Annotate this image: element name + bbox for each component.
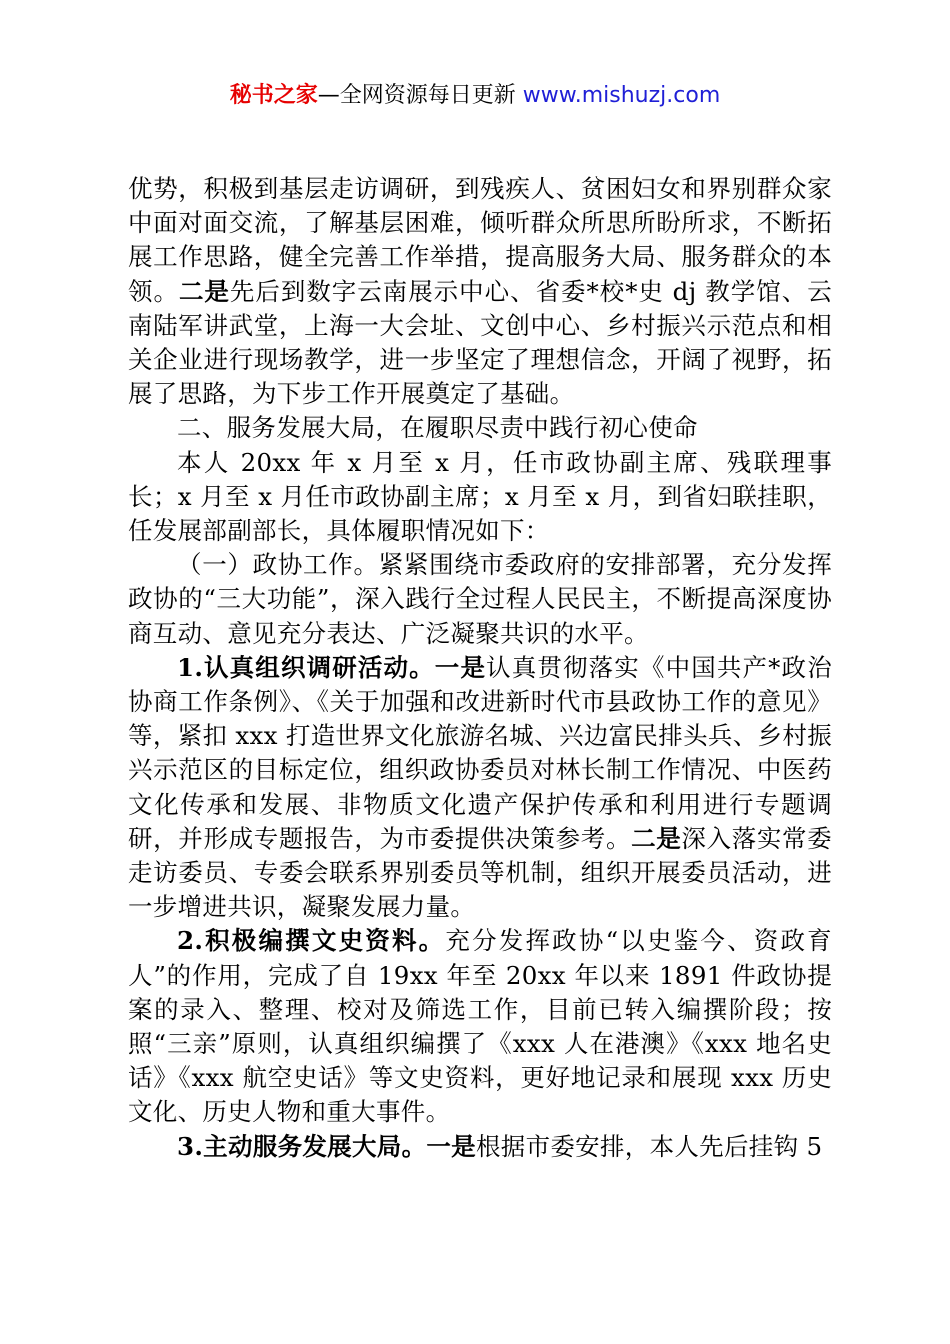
bold-text: 1.认真组织调研活动。一是 <box>177 652 487 682</box>
paragraph <box>128 446 832 549</box>
paragraph-text: 根据市委安排，本人先后挂钩 5 <box>475 1131 823 1161</box>
paragraph <box>128 651 832 925</box>
paragraph-text: （一）政协工作。紧紧围绕市委政府的安排部署，充分发挥政协的“三大功能”，深入践行全过程人民民主，不断提高深度协商互动、意见充分表达、广泛凝聚共识的水平。 <box>128 550 832 648</box>
paragraph-text: 深入落实常委走访委员、专委会联系界别委员等机制，组织开展委员活动，进一步增进共识，凝聚发展力量。 <box>128 823 832 922</box>
bold-text: 3.主动服务发展大局。一是 <box>177 1131 476 1161</box>
paragraph <box>128 1130 832 1164</box>
paragraph-text: 本人 20xx 年 x 月至 x 月，任市政协副主席、残联理事长；x 月至 x 月任市政协副主席；x 月至 x 月，到省妇联挂职，任发展部副部长，具体履职情况如下： <box>128 447 832 546</box>
paragraph-text: 充分发挥政协“以史鉴今、资政育人”的作用，完成了自 19xx 年至 20xx 年以来 1891 件政协提案的录入、整理、校对及筛选工作，目前已转入编撰阶段；按照“三亲”原则，认真组织编撰了《xxx 人在港澳》《xxx 地名史话》《xxx 航空史话》等文史资料，更好地记录和展现 xxx 历史文化、历史人物和重大事件。 <box>128 926 832 1127</box>
page-header <box>0 82 950 110</box>
header-url-link[interactable]: www.mishuzj.com <box>522 83 721 108</box>
bold-text: 二是 <box>178 276 230 306</box>
header-brand: 秘书之家 <box>229 83 318 108</box>
paragraph <box>128 172 832 411</box>
bold-text: 2.积极编撰文史资料。 <box>177 926 446 956</box>
paragraph <box>128 548 832 651</box>
paragraph-text: 先后到数字云南展示中心、省委*校*史 dj 教学馆、云南陆军讲武堂，上海一大会址、文创中心、乡村振兴示范点和相关企业进行现场教学，进一步坚定了理想信念，开阔了视野，拓展了思路，为下步工作开展奠定了基础。 <box>128 276 832 409</box>
document-body <box>128 172 832 1164</box>
header-tagline: —全网资源每日更新 <box>317 83 516 108</box>
paragraph <box>128 924 832 1129</box>
paragraph <box>128 411 832 445</box>
paragraph-text: 认真贯彻落实《中国共产*政治协商工作条例》、《关于加强和改进新时代市县政协工作的意见》等，紧扣 xxx 打造世界文化旅游名城、兴边富民排头兵、乡村振兴示范区的目标定位，组织政协委员对林长制工作情况、中医药文化传承和发展、非物质文化遗产保护传承和利用进行专题调研，并形成专题报告，为市委提供决策参考。 <box>128 652 832 853</box>
bold-text: 二是 <box>631 823 682 853</box>
paragraph-text: 二、服务发展大局，在履职尽责中践行初心使命 <box>177 413 698 443</box>
paragraph-text: 优势，积极到基层走访调研，到残疾人、贫困妇女和界别群众家中面对面交流，了解基层困难，倾听群众所思所盼所求，不断拓展工作思路，健全完善工作举措，提高服务大局、服务群众的本领。 <box>128 174 832 306</box>
